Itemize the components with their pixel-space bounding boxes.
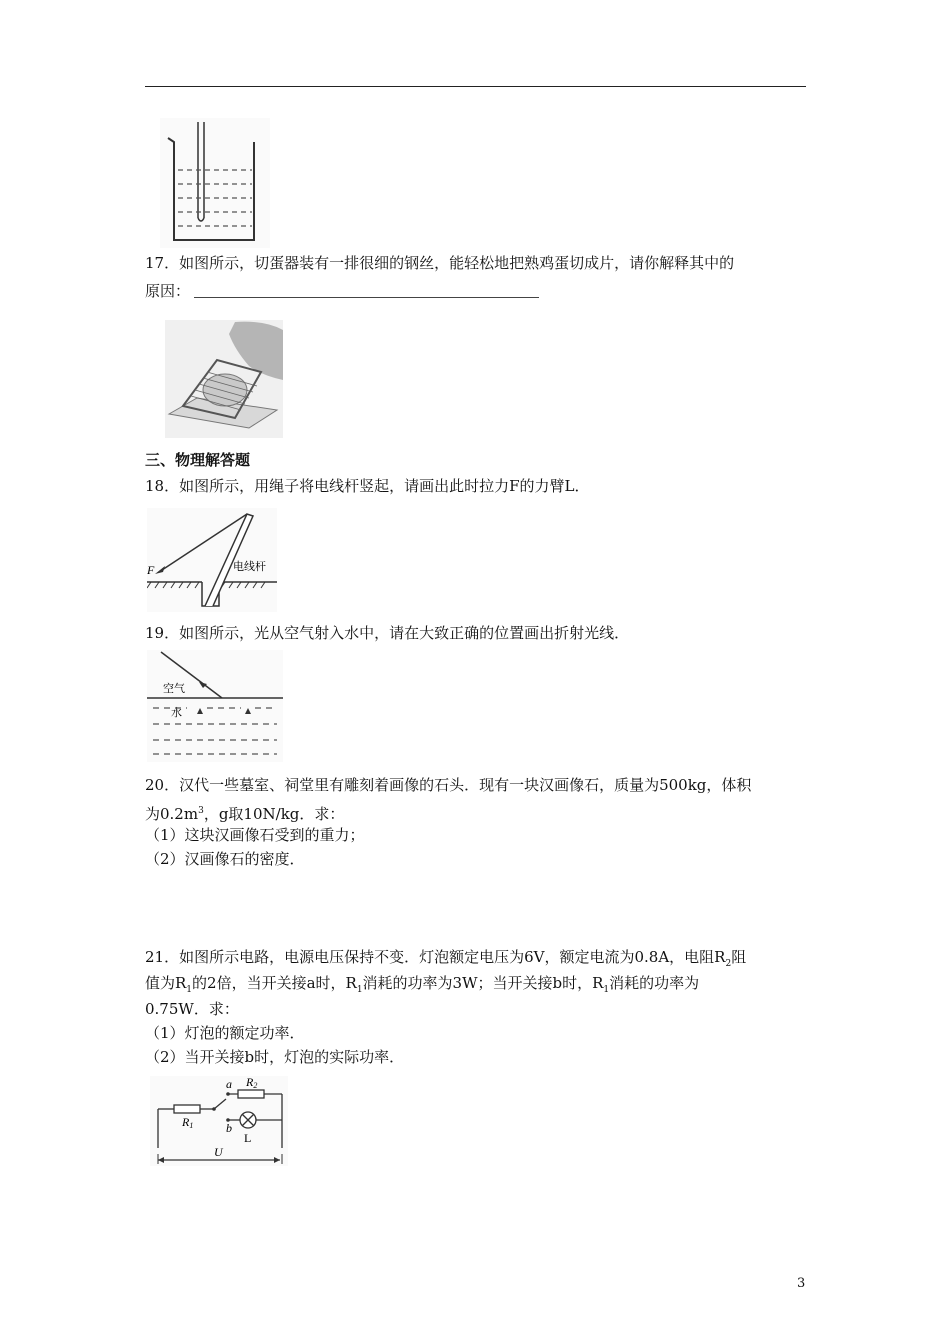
header-rule	[145, 86, 806, 87]
q20-line2	[145, 800, 344, 825]
q21-line2-a: 值为R	[145, 974, 187, 992]
q21-line2-d: 消耗的功率为	[609, 974, 700, 992]
q21-line2-b: 的2倍，当开关接a时，R	[192, 974, 357, 992]
q21-line1-post: 阻	[731, 948, 747, 966]
q21-item1: （1）灯泡的额定功率．	[145, 1024, 305, 1042]
q21-line2-sub3: 1	[603, 985, 610, 995]
egg-slicer-figure	[165, 320, 283, 438]
circuit-label-r2-sub: 2	[253, 1081, 258, 1090]
q17-label: 原因：	[145, 282, 191, 300]
circuit-figure	[150, 1076, 288, 1166]
section3-title: 三、物理解答题	[145, 451, 251, 469]
q21-line2-c: 消耗的功率为3W；当开关接b时，R	[362, 974, 604, 992]
q20-line2-pre: 为0.2m	[145, 805, 199, 823]
q21-line1-sub: 2	[725, 959, 732, 969]
q17-answer-blank[interactable]	[194, 281, 539, 298]
q21-line1-pre: 21．如图所示电路，电源电压保持不变．灯泡额定电压为6V，额定电流为0.8A，电阻R	[145, 948, 726, 966]
pole-figure	[147, 508, 277, 612]
q20-line2-post: ，g取10N/kg．求：	[203, 805, 345, 823]
q21-line1	[145, 946, 746, 975]
circuit-label-a: a	[226, 1077, 232, 1091]
q20-line1: 20．汉代一些墓室、祠堂里有雕刻着画像的石头．现有一块汉画像石，质量为500kg，体积	[145, 776, 752, 794]
circuit-label-u: U	[214, 1145, 223, 1159]
q19-fig-label-water: 水	[171, 706, 182, 719]
beaker-figure	[160, 118, 270, 248]
q21-line2-sub1: 1	[186, 985, 193, 995]
q21-item2: （2）当开关接b时，灯泡的实际功率．	[145, 1048, 405, 1066]
circuit-label-r1-sub: 1	[189, 1121, 194, 1130]
q21-line2	[145, 972, 699, 1001]
page-number: 3	[797, 1276, 806, 1291]
q18-text: 18．如图所示，用绳子将电线杆竖起，请画出此时拉力F的力臂L．	[145, 477, 590, 495]
circuit-label-lamp: L	[244, 1131, 252, 1145]
q19-fig-label-air: 空气	[163, 682, 185, 695]
q19-text: 19．如图所示，光从空气射入水中，请在大致正确的位置画出折射光线．	[145, 624, 630, 642]
q20-line2-sup: 3	[198, 806, 204, 816]
circuit-label-b: b	[226, 1121, 232, 1135]
q18-fig-label-force: F	[147, 563, 155, 577]
q21-line2-sub2: 1	[356, 985, 363, 995]
q20-item2: （2）汉画像石的密度．	[145, 850, 305, 868]
circuit-label-r2-letter: R	[246, 1076, 254, 1089]
q18-fig-label-pole: 电线杆	[233, 560, 266, 573]
q20-item1: （1）这块汉画像石受到的重力；	[145, 826, 365, 844]
q17-line1: 17．如图所示，切蛋器装有一排很细的钢丝，能轻松地把熟鸡蛋切成片，请你解释其中的	[145, 254, 735, 272]
circuit-label-r1-letter: R	[182, 1115, 190, 1129]
q21-line3: 0.75W．求：	[145, 1000, 239, 1018]
refraction-figure	[147, 650, 283, 762]
q17-line2	[145, 280, 539, 302]
